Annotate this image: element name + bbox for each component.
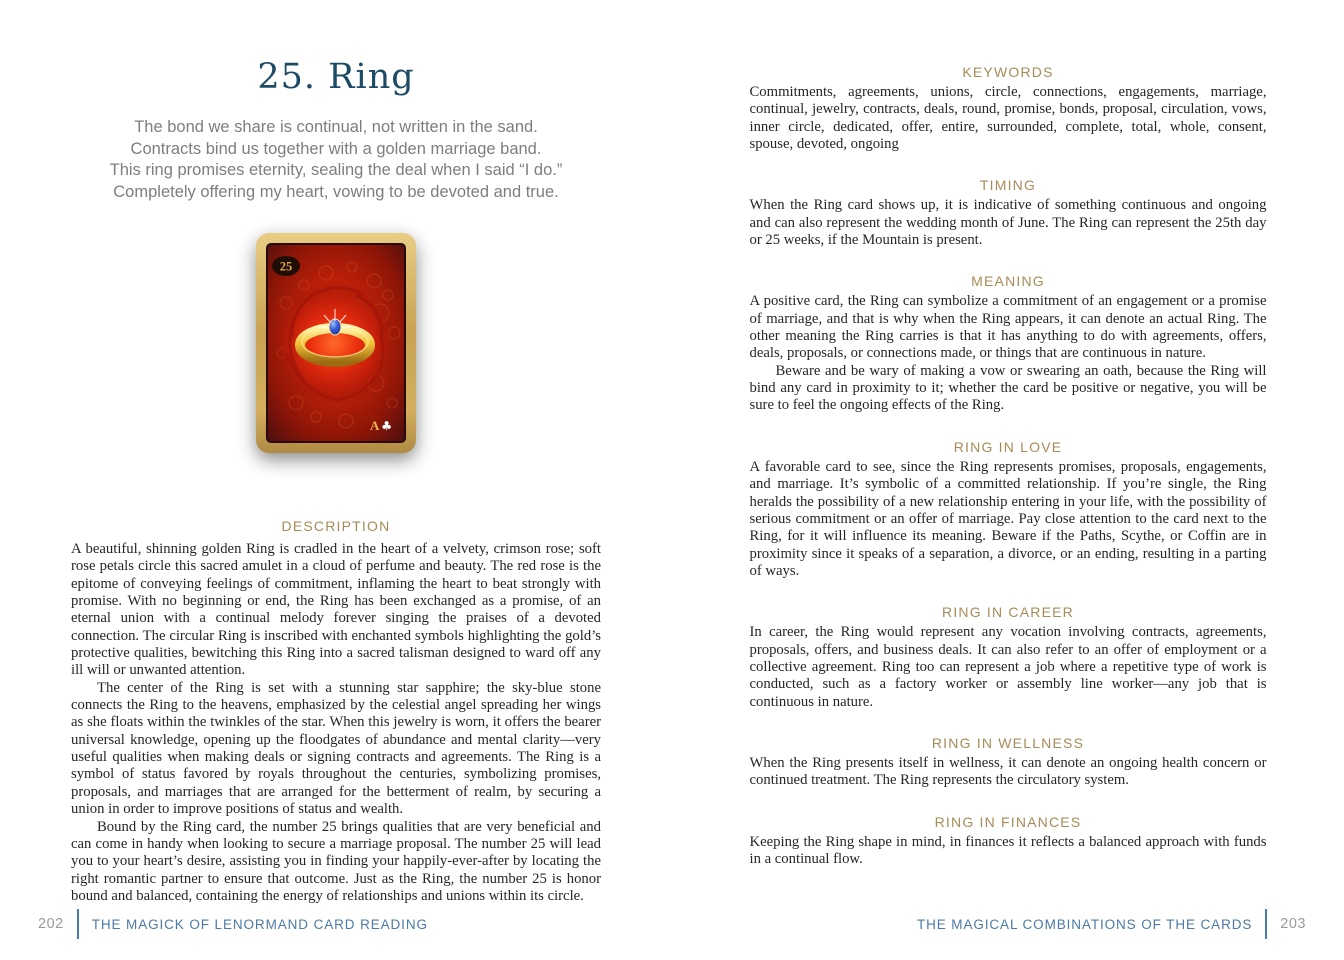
left-footer [38, 908, 428, 940]
ring-card-image [256, 233, 416, 458]
ring-in-career-heading: RING IN CAREER [942, 604, 1074, 621]
club-suit-icon: ♣ [381, 418, 393, 433]
ring-in-love-heading: RING IN LOVE [953, 438, 1063, 455]
section-timing [750, 177, 1267, 249]
section-ring-in-love [750, 439, 1267, 580]
playing-card-inset [370, 418, 392, 433]
ring-in-finances-paragraph: Keeping the Ring shape in mind, in finances it reflects a balanced approach with funds in a continual flow. [749, 833, 1267, 867]
ring-in-wellness-paragraph: When the Ring presents itself in wellness, it can denote an ongoing health concern or continued treatment. The Ring represents the circulatory system. [749, 754, 1267, 789]
section-meaning [750, 273, 1267, 414]
poem-line: Completely offering my heart, vowing to be devoted and true. [113, 182, 559, 201]
ring-in-career-paragraph: In career, the Ring would represent any vocation involving contracts, agreements, proposals, offers, and business deals. It can also refer to an offer of employment or a collective agreement. Ring too can represent a job where a repetitive type of work is conducted, such as a factory worker or assembly line worker—any job that is continuous in nature. [749, 624, 1267, 710]
section-ring-in-career [750, 604, 1267, 711]
description-body [71, 541, 601, 905]
footer-divider [77, 909, 79, 939]
timing-heading: TIMING [979, 177, 1037, 194]
card-number-badge [272, 256, 300, 276]
section-ring-in-finances [750, 814, 1267, 869]
description-paragraph: The center of the Ring is set with a stunning star sapphire; the sky-blue stone connects the Ring to the heavens, emphasized by the celestial angel spreading her wings as she floats within the twinkles of the star. When this jewelry is worn, it offers the bearer universal knowledge, opening up the floodgates of abundance and mental clarity—very useful qualities when making deals or signing contracts and agreements. The Ring is a symbol of status favored by royals throughout the centuries, symbolizing promises, proposals, and marriages that are arranged for the betterment of realm, by securing a union in order to improve positions of status and wealth. [71, 679, 601, 818]
right-page [672, 0, 1344, 960]
poem-line: This ring promises eternity, sealing the deal when I said “I do.” [109, 161, 563, 179]
card-poem [0, 117, 672, 203]
description-paragraph: A beautiful, shinning golden Ring is cradled in the heart of a velvety, crimson rose; soft rose petals circle this sacred amulet in a cloud of perfume and beauty. The red rose is the epitome of conveying feelings of commitment, inflaming the heart to beat strongly with promise. With no beginning or end, the Ring has been exchanged as a promise, of an eternal union with a continual melody forever singing the praises of a devoted connection. The circular Ring is inscribed with enchanted symbols highlighting the gold’s protective qualities, bewitching this Ring into a sacred talisman designed to ward off any ill will or unwanted attention. [71, 541, 601, 679]
right-footer [917, 908, 1306, 940]
description-heading: DESCRIPTION [281, 518, 391, 534]
meaning-paragraph: Beware and be wary of making a vow or swearing an oath, because the Ring will bind any card in proximity to it; whether the card be positive or negative, you will be sure to feel the ongoing effects of the Ring. [749, 362, 1267, 414]
right-page-content [750, 0, 1267, 868]
keywords-paragraph: Commitments, agreements, unions, circle, connections, engagements, marriage, continual, jewelry, contracts, deals, round, promise, bonds, proposal, circulation, vows, inner circle, dedicated, offer, entire, surrounded, complete, total, whole, consent, spouse, devoted, ongoing [749, 84, 1267, 153]
poem-line: Contracts bind us together with a golden marriage band. [130, 139, 542, 158]
section-keywords [750, 64, 1267, 153]
ring-in-love-paragraph: A favorable card to see, since the Ring represents promises, proposals, engagements, and marriage. It’s symbolic of a committed relationship. If you’re single, the Ring heralds the possibility of a new relationship entering in your life, with the possibility of serious commitment or an offer of marriage. Pay close attention to the card next to the Ring, for it will influence its meaning. Beware if the Paths, Scythe, or Coffin are in proximity since it speaks of a separation, a divorce, or an ending, resulting in a parting of ways. [749, 458, 1267, 579]
keywords-heading: KEYWORDS [962, 64, 1054, 80]
card-rank: A [370, 418, 380, 433]
timing-paragraph: When the Ring card shows up, it is indicative of something continuous and ongoing and can also represent the wedding month of June. The Ring can represent the 25th day or 25 weeks, if the Mountain is present. [749, 197, 1267, 249]
ring-in-finances-heading: RING IN FINANCES [934, 813, 1082, 830]
ring-card-art [256, 233, 416, 453]
ring-in-wellness-heading: RING IN WELLNESS [931, 734, 1085, 751]
right-running-title: THE MAGICAL COMBINATIONS OF THE CARDS [916, 916, 1253, 932]
section-ring-in-wellness [750, 735, 1267, 790]
poem-line: The bond we share is continual, not written in the sand. [134, 118, 538, 136]
description-paragraph: Bound by the Ring card, the number 25 brings qualities that are very beneficial and can come in handy when looking to secure a marriage proposal. The number 25 will lead you to your heart’s desire, assisting you in finding your happily-ever-after by locating the right romantic partner to ensure that outcome. Just as the Ring, the number 25 is honor bound and balanced, containing the energy of relationships and unions within its circle. [71, 818, 601, 904]
meaning-paragraph: A positive card, the Ring can symbolize a commitment of an engagement or a promise of marriage, and that is why when the Ring appears, it can denote an actual Ring. The other meaning the Ring carries is that it has anything to do with agreements, offers, deals, proposals, or connections made, or things that are continuous in nature. [749, 293, 1267, 362]
left-page-number: 202 [38, 916, 64, 932]
footer-divider [1265, 909, 1267, 939]
left-running-title: THE MAGICK OF LENORMAND CARD READING [91, 916, 428, 932]
meaning-heading: MEANING [971, 273, 1045, 290]
page-title: 25. Ring [257, 57, 415, 97]
right-page-number: 203 [1280, 916, 1306, 932]
card-number: 25 [279, 259, 293, 274]
